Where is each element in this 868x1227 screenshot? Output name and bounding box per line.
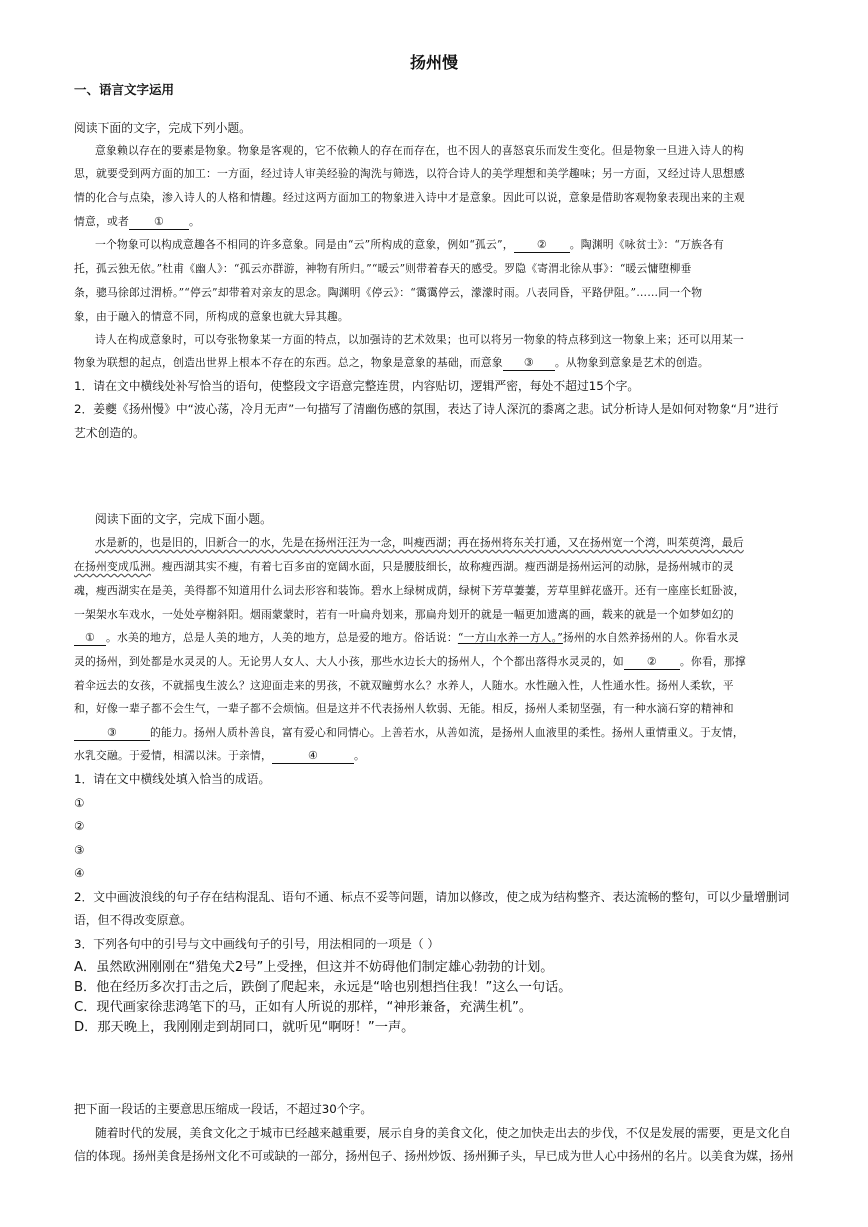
underlined-quote: “一方山水养一方人。” <box>457 631 563 644</box>
answer-mark-1: ① <box>74 796 85 810</box>
block3-line1: 随着时代的发展，美食文化之于城市已经越来越重要，展示自身的美食文化，使之加快走出去的步伐，不仅是发展的需要，更是文化自 <box>95 1126 792 1140</box>
b2-line10 <box>74 748 365 764</box>
b1-p2-line3: 条，骢马徐郎过渭桥。”“停云”却带着对亲友的思念。陶渊明《停云》：“霭霭停云，濛濛时雨。八表同昏，平路伊阻。”……同一个物 <box>74 286 703 299</box>
b2-line6-b: 。你看，那撑 <box>679 655 746 668</box>
block3-intro: 把下面一段话的主要意思压缩成一段话，不超过30个字。 <box>74 1102 373 1116</box>
fill-blank-2[interactable]: ② <box>514 237 570 253</box>
b1-p1-line1: 意象赖以存在的要素是物象。物象是客观的，它不依赖人的存在而存在，也不因人的喜怒哀乐而发生变化。但是物象一旦进入诗人的构 <box>95 144 744 157</box>
b1-p3-line1: 诗人在构成意象时，可以夸张物象某一方面的特点，以加强诗的艺术效果；也可以将另一物象的特点移到这一物象上来；还可以用某一 <box>95 333 744 346</box>
fill-blank-1[interactable]: ① <box>129 214 189 230</box>
b2-line10-b: 。 <box>353 749 365 762</box>
answer-mark-2: ② <box>74 819 85 833</box>
b2-line6-a: 灵的扬州，到处都是水灵灵的人。无论男人女人、大人小孩，那些水边长大的扬州人，个个都出落得水灵灵的，如 <box>74 655 624 668</box>
b1-p1-line3: 情的化合与点染，渗入诗人的人格和情趣。经过这两方面加工的物象进入诗中才是意象。因此可以说，意象是借助客观物象表现出来的主观 <box>74 191 745 204</box>
b1-p2-line4: 象，由于融入的情意不同，所构成的意象也就大异其趣。 <box>74 310 349 323</box>
b2-line4: 一架架水车戏水，一处处亭榭斜阳。烟雨蒙蒙时，若有一叶扁舟划来，那扁舟划开的就是一幅更加遗离的画，载来的就是一个如梦如幻的 <box>74 608 734 621</box>
b1-p2-line1 <box>95 237 724 253</box>
b1-p3-text: 物象为联想的起点，创造出世界上根本不存在的东西。总之，物象是意象的基础，而意象 <box>74 356 503 369</box>
b2-line9-text: 的能力。扬州人质朴善良，富有爱心和同情心。上善若水，从善如流，是扬州人血液里的柔性。扬州人重情重义。于友情， <box>150 726 744 739</box>
idiom-blank-2[interactable]: ② <box>624 654 680 670</box>
b1-p2-text-end: 。陶渊明《咏贫士》：“万族各有 <box>569 238 725 251</box>
question-2-line2: 艺术创造的。 <box>74 426 145 440</box>
answer-mark-3: ③ <box>74 843 85 857</box>
page-title: 扬州慢 <box>409 53 458 72</box>
question-2-line1: 2．姜夔《扬州慢》中“波心荡，冷月无声”一句描写了清幽伤感的氛围，表达了诗人深沉的黍离之悲。试分析诗人是如何对物象“月”进行 <box>74 402 779 416</box>
b2-line5-a: 。水美的地方，总是人美的地方，人美的地方，总是爱的地方。俗话说： <box>106 631 458 644</box>
b2-line5 <box>74 630 739 646</box>
b2-question-1: 1．请在文中横线处填入恰当的成语。 <box>74 772 271 786</box>
b1-p3-end: 。从物象到意象是艺术的创造。 <box>554 356 709 369</box>
idiom-blank-1[interactable]: ① <box>74 630 106 646</box>
b2-wavy-line1: 水是新的，也是旧的，旧新合一的水，先是在扬州汪汪为一念，叫瘦西湖；再在扬州将东关打通，又在扬州宽一个湾，叫茱萸湾，最后 <box>95 536 744 549</box>
b2-line8: 和，好像一辈子都不会生气，一辈子都不会烦恼。但是这并不代表扬州人软弱、无能。相反，扬州人柔韧坚强，有一种水滴石穿的精神和 <box>74 702 734 715</box>
b1-p1-line2: 思，就要受到两方面的加工：一方面，经过诗人审美经验的淘洗与筛选，以符合诗人的美学理想和美学趣味；另一方面，又经过诗人思想感 <box>74 167 745 180</box>
block2-intro: 阅读下面的文字，完成下面小题。 <box>95 512 272 526</box>
fill-blank-3[interactable]: ③ <box>503 355 555 371</box>
b2-question-2-line2: 语，但不得改变原意。 <box>74 913 192 927</box>
b2-line9 <box>74 725 744 741</box>
b2-question-3: 3．下列各句中的引号与文中画线句子的引号，用法相同的一项是（ ） <box>74 937 440 951</box>
b2-line2-rest: 。瘦西湖其实不瘦，有着七百多亩的宽阔水面，只是腰肢细长，故称瘦西湖。瘦西湖是扬州运河的动脉，是扬州城市的灵 <box>150 560 734 573</box>
block3-line2: 信的体现。扬州美食是扬州文化不可或缺的一部分，扬州包子、扬州炒饭、扬州狮子头，早已成为世人心中扬州的名片。以美食为媒，扬州 <box>74 1149 794 1163</box>
option-d[interactable]: D．那天晚上，我刚刚走到胡同口，就听见“啊呀！”一声。 <box>74 1020 415 1035</box>
b2-line2 <box>74 559 734 574</box>
answer-mark-4: ④ <box>74 866 85 880</box>
b1-p2-text: 一个物象可以构成意趣各不相同的许多意象。同是由“云”所构成的意象，例如“孤云”， <box>95 238 514 251</box>
b2-line10-a: 水乳交融。于爱情，相濡以沫。于亲情， <box>74 749 272 762</box>
idiom-blank-4[interactable]: ④ <box>272 748 354 764</box>
option-c[interactable]: C．现代画家徐悲鸿笔下的马，正如有人所说的那样，“神形兼备，充满生机”。 <box>74 1000 533 1015</box>
b1-p3-line2 <box>74 355 709 371</box>
b2-line6 <box>74 654 746 670</box>
b2-line5-b: 扬州的水自然养扬州的人。你看水灵 <box>562 631 739 644</box>
b1-p1-text: 情意，或者 <box>74 215 129 228</box>
option-a[interactable]: A．虽然欧洲刚刚在“猎兔犬2号”上受挫，但这并不妨碍他们制定雄心勃勃的计划。 <box>74 960 554 975</box>
b2-question-2-line1: 2．文中画波浪线的句子存在结构混乱、语句不通、标点不妥等问题，请加以修改，使之成为结构整齐、表达流畅的整句，可以少量增删词 <box>74 890 790 904</box>
option-b[interactable]: B．他在经历多次打击之后，跌倒了爬起来，永远是“啥也别想挡住我！”这么一句话。 <box>74 980 572 995</box>
b1-p1-line4 <box>74 214 200 230</box>
question-1: 1．请在文中横线处补写恰当的语句，使整段文字语意完整连贯，内容贴切，逻辑严密，每处不超过15个字。 <box>74 379 640 393</box>
b1-p1-end: 。 <box>188 215 200 228</box>
block1-intro: 阅读下面的文字，完成下列小题。 <box>74 121 251 135</box>
b2-wavy-line2: 在扬州变成瓜洲 <box>74 560 151 573</box>
idiom-blank-3[interactable]: ③ <box>74 725 150 741</box>
b2-line3: 魂，瘦西湖实在是美，美得都不知道用什么词去形容和装饰。碧水上绿树成荫，绿树下芳草萋萋，芳草里鲜花盛开。还有一座座长虹卧波， <box>74 584 745 597</box>
b2-line7: 着伞远去的女孩，不就摇曳生波么？这迎面走来的男孩，不就双瞳剪水么？水养人，人随水。水性融入性，人性通水性。扬州人柔软，平 <box>74 679 734 692</box>
section-heading: 一、语言文字运用 <box>74 82 175 97</box>
b1-p2-line2: 托，孤云独无依。”杜甫《幽人》：“孤云亦群游，神物有所归。”“暖云”则带着春天的感受。罗隐《寄渭北徐从事》：“暖云慵堕柳垂 <box>74 262 692 275</box>
